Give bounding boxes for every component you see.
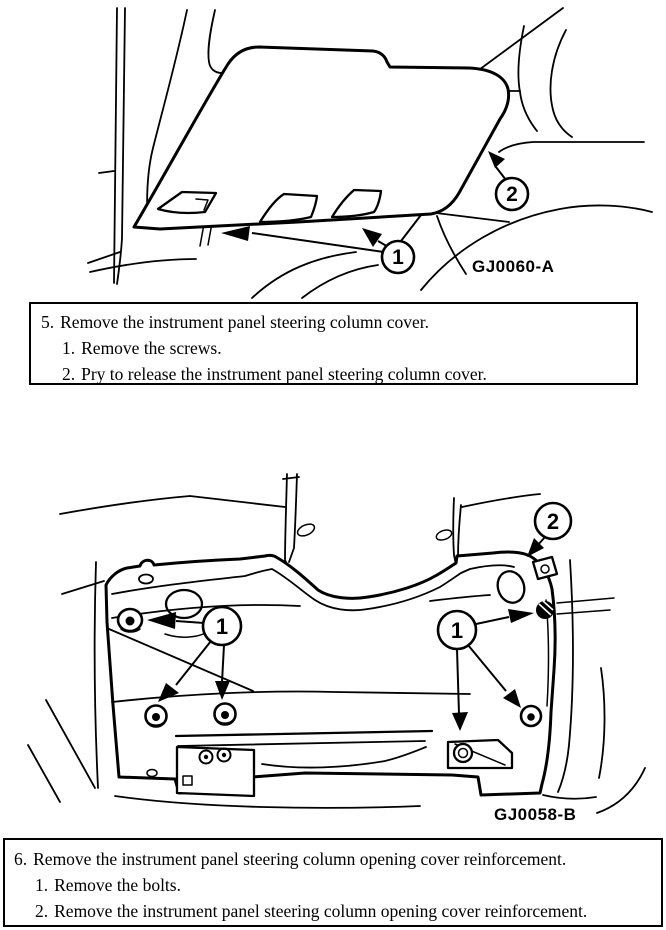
substep-text: Remove the screws.: [81, 338, 222, 358]
reinforcement-panel: [106, 552, 557, 796]
pry-arrow-icon: [488, 151, 505, 168]
corner-tab: [533, 557, 557, 579]
callout-number: 1: [215, 614, 229, 639]
column-cover-panel: [134, 47, 509, 229]
reinforcement-diagram: [0, 430, 666, 830]
bolt-icon: [146, 706, 167, 727]
figure-cover-reinforcement: [0, 430, 666, 830]
step-number: 5.: [41, 312, 55, 332]
screw-arrow-icon: [362, 228, 382, 247]
step-line: [14, 846, 661, 872]
steering-column-shaft: [283, 474, 461, 566]
instruction-box-step-5: [29, 302, 638, 385]
callout-number: 1: [450, 618, 464, 643]
substep-number: 1.: [35, 875, 49, 895]
figure-steering-column-cover: [0, 0, 666, 300]
substep-number: 1.: [62, 338, 76, 358]
substep-text: Remove the bolts.: [54, 875, 181, 895]
bolt-icon: [215, 704, 236, 725]
callout-number: 2: [506, 183, 518, 206]
callout-2-reinforcement: [527, 503, 571, 557]
bolt-icon: [118, 609, 142, 632]
bolt-icon: [536, 601, 554, 619]
substep-line: [35, 898, 661, 924]
lower-right-bracket: [448, 740, 512, 768]
substep-number: 2.: [62, 364, 76, 384]
step-text: Remove the instrument panel steering column cover.: [60, 312, 429, 332]
callout-number: 2: [546, 509, 560, 534]
substep-line: [35, 872, 661, 898]
substep-line: [62, 335, 636, 361]
step-number: 6.: [14, 849, 28, 869]
bolt-icon: [454, 744, 472, 762]
substep-number: 2.: [35, 901, 49, 921]
figure-id-label: GJ0060-A: [472, 257, 555, 276]
substep-text: Remove the instrument panel steering column opening cover reinforcement.: [54, 901, 588, 921]
steering-column-cover-diagram: [0, 0, 666, 300]
screw-arrow-icon: [221, 226, 250, 241]
instruction-box-step-6: [3, 838, 663, 927]
callout-2-pry-point: [488, 151, 528, 210]
figure-id-label: GJ0058-B: [494, 805, 577, 824]
step-line: [41, 309, 636, 335]
step-text: Remove the instrument panel steering column opening cover reinforcement.: [33, 849, 567, 869]
callout-number: 1: [392, 246, 404, 269]
bolt-icon: [521, 706, 541, 726]
substep-text: Pry to release the instrument panel steering column cover.: [81, 364, 487, 384]
substep-line: [62, 361, 636, 385]
